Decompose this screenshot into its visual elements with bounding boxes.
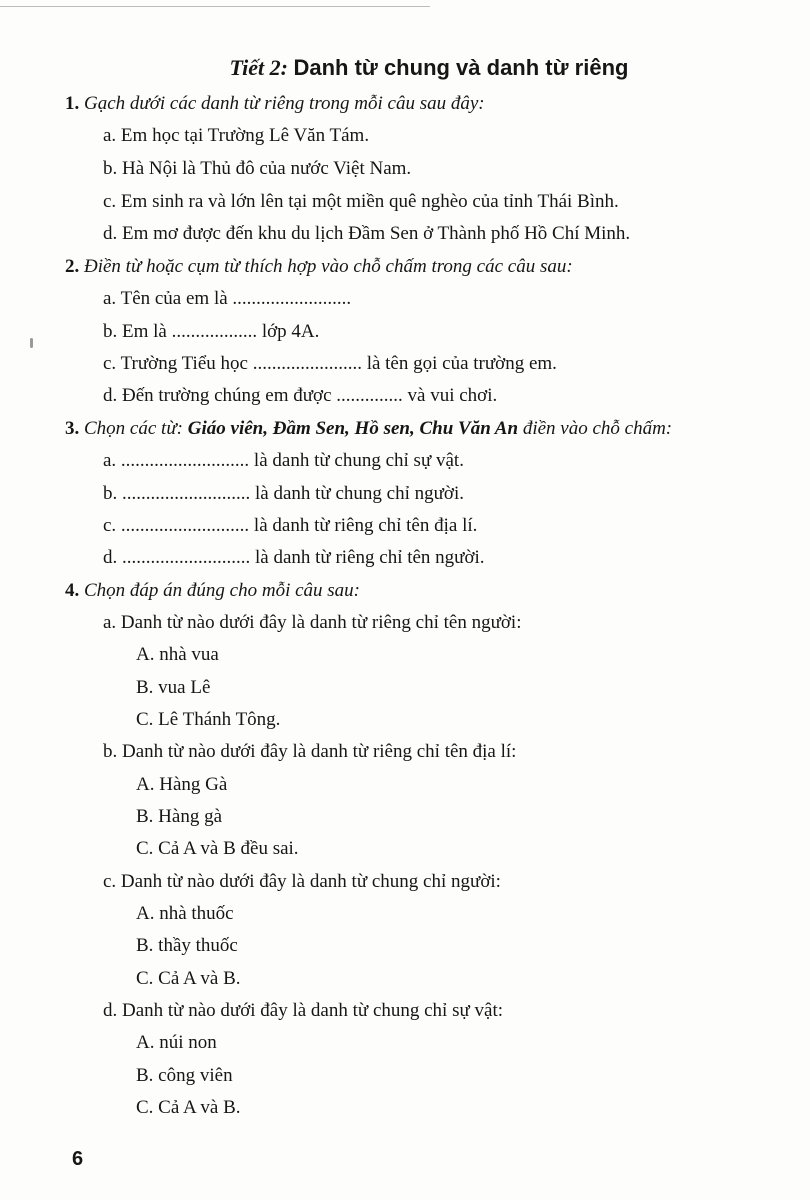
q4b-option-a: A. Hàng Gà <box>136 774 228 795</box>
q4d-option-b: B. công viên <box>136 1065 233 1086</box>
q1-item-d: d. Em mơ được đến khu du lịch Đầm Sen ở Thành phố Hồ Chí Minh. <box>103 223 631 244</box>
page-title <box>0 55 810 81</box>
q4c-option-b: B. thầy thuốc <box>136 935 238 956</box>
question-text-end: điền vào chỗ chấm: <box>518 418 673 439</box>
q4c-option-a: A. nhà thuốc <box>136 903 234 924</box>
scan-speck <box>30 338 33 348</box>
q1-item-b: b. Hà Nội là Thủ đô của nước Việt Nam. <box>103 158 412 179</box>
question-1-prompt <box>65 92 485 116</box>
question-text: Chọn đáp án đúng cho mỗi câu sau: <box>84 580 361 601</box>
question-number: 3. <box>65 418 80 439</box>
question-text: Điền từ hoặc cụm từ thích hợp vào chỗ chấm trong các câu sau: <box>84 256 573 277</box>
q4b-option-b: B. Hàng gà <box>136 806 223 827</box>
q1-item-a: a. Em học tại Trường Lê Văn Tám. <box>103 125 370 146</box>
q2-item-c: c. Trường Tiểu học ....................... là tên gọi của trường em. <box>103 353 557 374</box>
q1-item-c: c. Em sinh ra và lớn lên tại một miền quê nghèo của tỉnh Thái Bình. <box>103 191 619 212</box>
q4a-question: a. Danh từ nào dưới đây là danh từ riêng chỉ tên người: <box>103 612 522 633</box>
q2-item-d: d. Đến trường chúng em được .............. và vui chơi. <box>103 385 498 406</box>
question-3-prompt <box>65 417 672 441</box>
q4d-question: d. Danh từ nào dưới đây là danh từ chung chỉ sự vật: <box>103 1000 504 1021</box>
title-main: Danh từ chung và danh từ riêng <box>293 55 629 80</box>
page-number: 6 <box>72 1148 84 1170</box>
q3-item-c: c. ........................... là danh từ riêng chỉ tên địa lí. <box>103 515 478 536</box>
question-text-start: Chọn các từ: <box>84 418 188 439</box>
q4c-question: c. Danh từ nào dưới đây là danh từ chung chỉ người: <box>103 871 501 892</box>
q4a-option-b: B. vua Lê <box>136 677 211 698</box>
question-text: Gạch dưới các danh từ riêng trong mỗi câu sau đây: <box>84 93 485 114</box>
top-rule <box>0 6 430 7</box>
q4d-option-a: A. núi non <box>136 1032 217 1053</box>
q3-item-a: a. ........................... là danh từ chung chỉ sự vật. <box>103 450 464 471</box>
word-list: Giáo viên, Đầm Sen, Hồ sen, Chu Văn An <box>187 418 519 439</box>
q3-item-d: d. ........................... là danh từ riêng chỉ tên người. <box>103 547 485 568</box>
q3-item-b: b. ........................... là danh từ chung chỉ người. <box>103 483 464 504</box>
q4c-option-c: C. Cả A và B. <box>136 968 241 989</box>
question-4-prompt <box>65 579 360 603</box>
q2-item-a: a. Tên của em là ......................... <box>103 288 352 309</box>
q4a-option-a: A. nhà vua <box>136 644 219 665</box>
question-2-prompt <box>65 255 573 279</box>
q4d-option-c: C. Cả A và B. <box>136 1097 241 1118</box>
question-number: 2. <box>65 256 80 277</box>
q2-item-b: b. Em là .................. lớp 4A. <box>103 321 320 342</box>
question-number: 4. <box>65 580 80 601</box>
q4b-question: b. Danh từ nào dưới đây là danh từ riêng chỉ tên địa lí: <box>103 741 517 762</box>
title-prefix: Tiết 2: <box>229 55 288 80</box>
q4b-option-c: C. Cả A và B đều sai. <box>136 838 299 859</box>
question-number: 1. <box>65 93 80 114</box>
q4a-option-c: C. Lê Thánh Tông. <box>136 709 281 730</box>
